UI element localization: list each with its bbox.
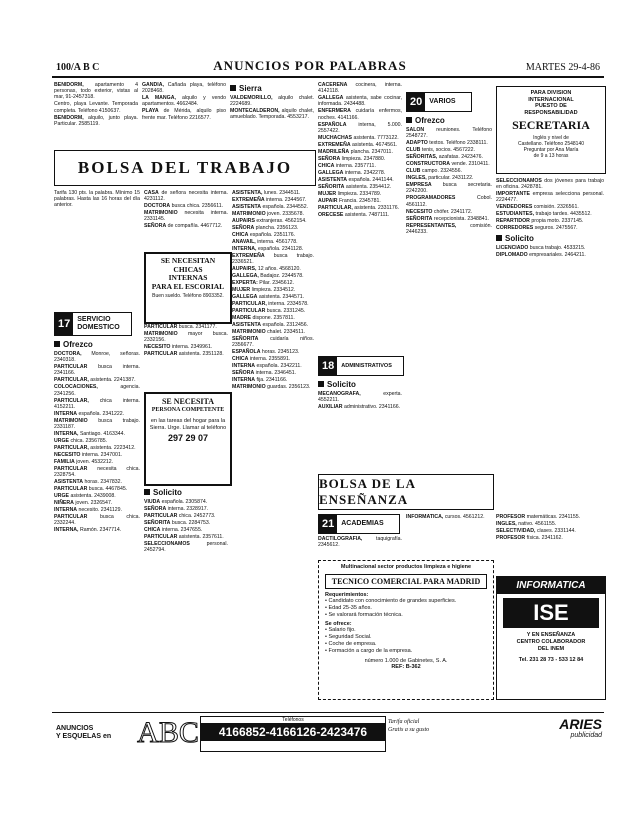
ad: SEÑORITA busca. 2284753.: [144, 520, 211, 526]
solicito-heading-col2: Solicito: [144, 488, 228, 498]
ad: NECESITO chófer. 2341172.: [406, 208, 473, 215]
ad: REPRESENTANTES, comisión. 2446233.: [406, 222, 492, 235]
ad: CACEREÑA cocinera, interna. 4142118.: [318, 82, 402, 95]
ad: FAMILIA joven. 4532212.: [54, 459, 114, 466]
informatica-line: Tel. 231 28 73 - 533 12 84: [518, 657, 584, 663]
ad: NECESITO interna. 2347001.: [54, 452, 123, 459]
col-4-top: [318, 82, 402, 260]
ad: PARTICULAR busca. 2341177.: [144, 324, 217, 330]
ad: PARTICULAR busca. 4467845.: [54, 486, 128, 493]
se-necesita-phone: 297 29 07: [167, 433, 209, 443]
right-col: [496, 178, 604, 468]
ad: MONTECALDERON, alquilo chalet, amueblado. Temporada. 4553217.: [230, 108, 314, 121]
ad: INGLES, particular. 2431122.: [406, 175, 474, 182]
se-necesita-ad: [144, 392, 232, 486]
tecnico-req: • Se valorará formación técnica.: [325, 611, 403, 618]
footer-phones-box: [200, 716, 386, 752]
ad: DOCTORA, Monroe, señoras. 2340318.: [54, 351, 140, 364]
footer-phones-label: Teléfonos: [282, 717, 304, 723]
ad: VENDEDORES comisión. 2326561.: [496, 204, 579, 211]
ad: MATRIMONIO guardas. 2356123.: [232, 384, 311, 391]
academias-label: ACADEMIAS: [341, 520, 384, 527]
page-title: ANUNCIOS POR PALABRAS: [213, 58, 407, 73]
administrativos-tag: [318, 356, 404, 376]
ad: EXPERTA: Pilar. 2345612.: [232, 280, 294, 287]
se-necesitan-title: SE NECESITAN CHICAS INTERNAS PARA EL ESCORIAL: [151, 256, 225, 291]
footer-left: ANUNCIOS Y ESQUELAS en: [56, 725, 112, 740]
ad: INTERNA, Ramón. 2347714.: [54, 527, 122, 534]
tecnico-ofr: • Salario fijo.: [325, 627, 356, 634]
ad: PARTICULAR necesita chica. 2328754.: [54, 466, 140, 479]
ad: GALLEGA asistenta, sabe cocinar, informada. 2434488.: [318, 95, 402, 108]
col-2-solicito: [144, 486, 228, 700]
ad: SEÑORA de compañía. 4467712.: [144, 223, 223, 230]
tecnico-ofr: • Coche de empresa.: [325, 641, 377, 648]
intro-text: Tarifa 130 pts. la palabra. Mínimo 15 palabras. Hasta las 16 horas del día anterior.: [54, 190, 140, 209]
ad: CHICA interna. 2357711.: [318, 162, 376, 169]
informatica-line: Y EN ENSEÑANZA: [526, 632, 576, 638]
ad: PROGRAMADORES Cobol. 4561112.: [406, 195, 492, 208]
ad: ANAVAIL, interna. 4561778.: [232, 239, 298, 245]
footer-tarifa: Tarifa oficial Gratis a su gusto: [388, 719, 430, 733]
ad: SELECTIVIDAD, clases. 2331144.: [496, 528, 576, 534]
ad: PLAYA de Mérida, alquilo piso frente mar. Teléfono 2216577.: [142, 108, 226, 121]
ad: AUXILIAR administrativo. 2341166.: [318, 404, 401, 411]
ad: MADRE dispone. 2357811.: [232, 315, 295, 322]
ad: URGE asistenta. 2439008.: [54, 493, 116, 500]
bolsa-ensenanza-banner: BOLSA DE LA ENSEÑANZA: [318, 474, 494, 510]
varios-section: [406, 114, 492, 364]
ad: INFORMATICA, cursos. 4561212.: [406, 514, 485, 520]
ad: CLUB campo. 2324556.: [406, 168, 462, 175]
abc-logo: ABC: [137, 716, 199, 749]
ad: PARTICULAR, asistenta. 2241387.: [54, 377, 136, 384]
ad: URGE chica. 2356785.: [54, 438, 108, 445]
ad: SEÑORITA asistenta. 2354412.: [318, 183, 392, 190]
ad: AUPAIR Francia. 2345781.: [318, 197, 381, 204]
servicio-number: 17: [55, 313, 73, 335]
header-rule: [52, 76, 604, 78]
ad: SALON reuniones. Teléfono 2548727.: [406, 127, 492, 140]
ad: SEÑORITA recepcionista. 2348841.: [406, 215, 489, 222]
ad: MUJER limpieza. 2334512.: [232, 287, 296, 294]
ad: EXTREMEÑA asistenta. 4674561.: [318, 141, 398, 148]
ad: VIUDA española. 2305874.: [144, 499, 208, 505]
ad: ASISTENTA española. 2312456.: [232, 322, 309, 329]
servicio-label: SERVICIO DOMESTICO: [77, 316, 120, 331]
ad: INTERNA, Santiago. 4163344.: [54, 431, 125, 438]
ad: PROFESOR matemáticas. 2341155.: [496, 514, 581, 520]
ad: LICENCIADO busca trabajo. 4533215.: [496, 244, 586, 251]
ad: PARTICULAR asistenta. 2357611.: [144, 534, 224, 540]
ad: PARTICULAR busca interna. 2341166.: [54, 364, 140, 377]
tecnico-ofr: • Formación a cargo de la empresa.: [325, 647, 413, 654]
ad: MATRIMONIO chalet. 2334511.: [232, 329, 306, 336]
informatica-line: CENTRO COLABORADOR: [516, 639, 586, 645]
ad: CHICA interna. 2347655.: [144, 527, 203, 533]
ad: SEÑORA plancha. 2356123.: [232, 225, 299, 231]
informatica-ad: [496, 576, 606, 700]
ad: MUJER limpieza. 2334789.: [318, 190, 382, 197]
ad: ADAPTO textos. Teléfono 2338111.: [406, 140, 488, 147]
tecnico-ad: [318, 560, 494, 700]
ad: SELECCIONAMOS personal. 2452794.: [144, 541, 228, 554]
ad: ORECESE asistenta. 7487111.: [318, 211, 390, 218]
col-3: [232, 190, 314, 700]
ad: ENFERMERA cuidaría enfermos, noches. 4141166.: [318, 108, 402, 121]
informatica-line: DEL INEM: [537, 646, 565, 652]
ad: ASISTENTA española. 2441144.: [318, 176, 394, 183]
secretaria-detail: Inglés y nivel de Castellano. Teléfono 2548140 Preguntar por Ana María de 9 a 13 horas: [517, 135, 585, 159]
ad: Centro, playa Levante. Temporada completa. Teléfono 4150637.: [54, 101, 138, 114]
bolsa-trabajo-banner: BOLSA DEL TRABAJO: [54, 150, 316, 186]
page-date: MARTES 29-4-86: [525, 62, 600, 73]
secretaria-title: SECRETARIA: [512, 118, 590, 132]
ad: GALLEGA, Badajoz. 2344578.: [232, 273, 304, 280]
ad: IMPORTANTE empresa selecciona personal. 2224477.: [496, 191, 604, 204]
ad: ASISTENTA, lunes. 2344511.: [232, 190, 301, 196]
ad: PARTICULAR chica. 2452773.: [144, 513, 216, 519]
ise-logo: ISE: [503, 598, 599, 628]
ad: BENIDORM, alquilo, junto playa. Particular. 2585119.: [54, 114, 138, 127]
ad: INGLES, nativo. 4561155.: [496, 521, 557, 527]
top-col-2: [142, 82, 226, 140]
ad: INTERNA necesito. 2341129.: [54, 507, 122, 514]
se-necesita-title: SE NECESITA PERSONA COMPETENTE: [151, 397, 225, 413]
ad: INTERNA fija. 2341166.: [232, 377, 288, 384]
administrativos-solicito-heading: Solicito: [318, 380, 402, 390]
right-ens-col: [496, 514, 604, 570]
ad: SELECCIONAMOS dos jóvenes para trabajo en oficina. 2428781.: [496, 178, 604, 191]
ad: INTERNA española. 2341222.: [54, 410, 125, 417]
ad: PARTICULAR asistenta. 2351128.: [144, 351, 224, 358]
top-col-1: [54, 82, 138, 140]
academias-number: 21: [319, 515, 337, 533]
footer-rule: [52, 712, 604, 713]
tecnico-req: • Edad 25-35 años.: [325, 605, 372, 612]
ad: CORREDORES seguros. 2475567.: [496, 225, 578, 232]
tecnico-title: TECNICO COMERCIAL PARA MADRID: [325, 574, 487, 589]
ad: MATRIMONIO mayor busca. 2332156.: [144, 331, 228, 344]
academias-col-b: [406, 514, 492, 554]
ad: GANDIA, Cañada playa, teléfono 2028468.: [142, 82, 226, 95]
ad: BENIDORM, apartamento 4 personas, todo exterior, vistas al mar, 91-2457318.: [54, 82, 138, 101]
col-2-ads: [144, 190, 228, 248]
academias-col: [318, 536, 402, 558]
administrativos-number: 18: [319, 357, 337, 375]
ad: CHICA española. 2351176.: [232, 232, 296, 238]
ad: SEÑORA interna. 2346451.: [232, 370, 297, 377]
ad: CHICA interna. 2355891.: [232, 356, 291, 363]
ad: MATRIMONIO joven. 2335678.: [232, 211, 304, 217]
ad: AUPAIRS, 12 años. 4568120.: [232, 266, 301, 273]
ad: COLOCACIONES, agencia. 2341256.: [54, 384, 140, 397]
ad: MATRIMONIO necesita interna. 2331145.: [144, 210, 228, 223]
ad: ASISTENTA horas. 2347832.: [54, 479, 122, 486]
secretaria-header: PARA DIVISION INTERNACIONAL PUESTO DE RESPONSABILIDAD: [524, 90, 578, 116]
ad: GALLEGA asistenta. 2344571.: [232, 294, 305, 301]
ad: PARTICULAR busca chica. 2332244.: [54, 514, 140, 527]
administrativos-label: ADMINISTRATIVOS: [341, 363, 392, 369]
servicio-ofrezco-heading: Ofrezco: [54, 340, 140, 350]
ad: MECANOGRAFA, experta. 4552211.: [318, 391, 402, 404]
ad: SEÑORA interna. 2328917.: [144, 506, 209, 512]
varios-label: VARIOS: [429, 98, 456, 105]
ad: VALDEMORILLO, alquilo chalet. 2224689.: [230, 95, 314, 108]
tecnico-req-title: Requerimientos:: [325, 591, 369, 598]
tecnico-header: Multinacional sector productos limpieza e higiene: [340, 564, 472, 570]
ad: ESPAÑOLA horas. 2345123.: [232, 349, 300, 356]
se-necesitan-ad: [144, 252, 232, 324]
col-2-ads-b: [144, 324, 228, 388]
tecnico-contact: número 1.000 de Gabinetes, S. A.: [364, 657, 448, 664]
ad: ASISTENTA española. 2344552.: [232, 204, 309, 210]
se-necesita-detail: en las tareas del hogar para la Sierra. Urge. Llamar al teléfono: [149, 418, 227, 431]
se-necesitan-detail: Buen sueldo. Teléfono 8903352.: [152, 293, 224, 299]
sierra-section: [230, 82, 314, 140]
tecnico-ofr: • Seguridad Social.: [325, 634, 372, 641]
ad: SEÑORA limpieza. 2347880.: [318, 155, 386, 162]
ad: INTERNA, española. 2341128.: [232, 246, 304, 252]
aries-logo: ARIES publicidad: [559, 716, 602, 739]
varios-number: 20: [407, 93, 425, 111]
servicio-tag: [54, 312, 132, 336]
ad: NIÑERA joven. 2326547.: [54, 500, 113, 507]
secretaria-ad: [496, 86, 606, 174]
ad: INTERNA española. 2342211.: [232, 363, 302, 370]
tecnico-ref: REF: B-362: [391, 664, 421, 671]
ad: SEÑORITA cuidaría niños. 2356677.: [232, 336, 314, 349]
footer-phones: 4166852-4166126-2423476: [201, 723, 385, 741]
ad: LA MANGA, alquilo y vendo apartamentos. 4662484.: [142, 95, 226, 108]
servicio-col: [54, 338, 140, 700]
varios-ofrezco-heading: Ofrezco: [406, 116, 492, 126]
ad: PROFESOR física. 2341162.: [496, 535, 563, 541]
informatica-title: INFORMATICA: [497, 577, 605, 594]
ad: CASA de señora necesita interna. 4231112.: [144, 190, 228, 203]
ad: REPARTIDOR propia moto. 2337145.: [496, 218, 584, 225]
ad: DACTILOGRAFIA, taquigrafía. 2345612.: [318, 536, 402, 549]
ad: PARTICULAR busca. 2331245.: [232, 308, 306, 315]
ad: ESPAÑOLA interna, 5.000. 2557422.: [318, 121, 402, 134]
ad: MUCHACHAS asistenta. 7773122.: [318, 134, 399, 141]
ad: PARTICULAR, asistenta. 2331176.: [318, 204, 400, 211]
ad: CLUB tenis, socios. 4567222.: [406, 147, 475, 154]
ad: EMPRESA busca secretaria. 2242200.: [406, 182, 492, 195]
ad: PARTICULAR, interna. 2334578.: [232, 301, 309, 308]
tecnico-req: • Candidato con conocimiento de grandes superficies.: [325, 598, 457, 605]
ad: PARTICULAR, chica interna. 4152211.: [54, 397, 140, 410]
ad: EXTREMEÑA busca trabajo. 2336521.: [232, 253, 314, 266]
ad: CONSTRUCTORA vende. 2310411.: [406, 161, 490, 168]
academias-tag: [318, 514, 400, 534]
ad: DIPLOMADO empresariales. 2464211.: [496, 251, 586, 258]
ad: PARTICULAR, asistenta. 2223412.: [54, 445, 136, 452]
ad: ESTUDIANTES, trabajo tardes. 4435512.: [496, 211, 592, 218]
ad: MATRIMONIO busca trabajo. 2331187.: [54, 417, 140, 431]
ad: SEÑORITAS, azafatas. 2423476.: [406, 154, 483, 161]
sierra-heading: Sierra: [230, 84, 314, 94]
page-label: 100/A B C: [56, 62, 100, 73]
ad: GALLEGA interna. 2342278.: [318, 169, 386, 176]
ad: NECESITO interna. 2349961.: [144, 344, 213, 351]
tecnico-ofr-title: Se ofrece:: [325, 620, 352, 627]
ad: EXTREMEÑA interna. 2344567.: [232, 197, 307, 203]
ad: MADRILEÑA plancha. 2347011.: [318, 148, 393, 155]
ad: AUPAIRS extranjeras. 4562154.: [232, 218, 307, 224]
ad: DOCTORA busca chica. 2356611.: [144, 203, 224, 210]
administrativos-col: [318, 378, 402, 470]
varios-tag: [406, 92, 472, 112]
solicito-heading-right: Solicito: [496, 234, 604, 244]
